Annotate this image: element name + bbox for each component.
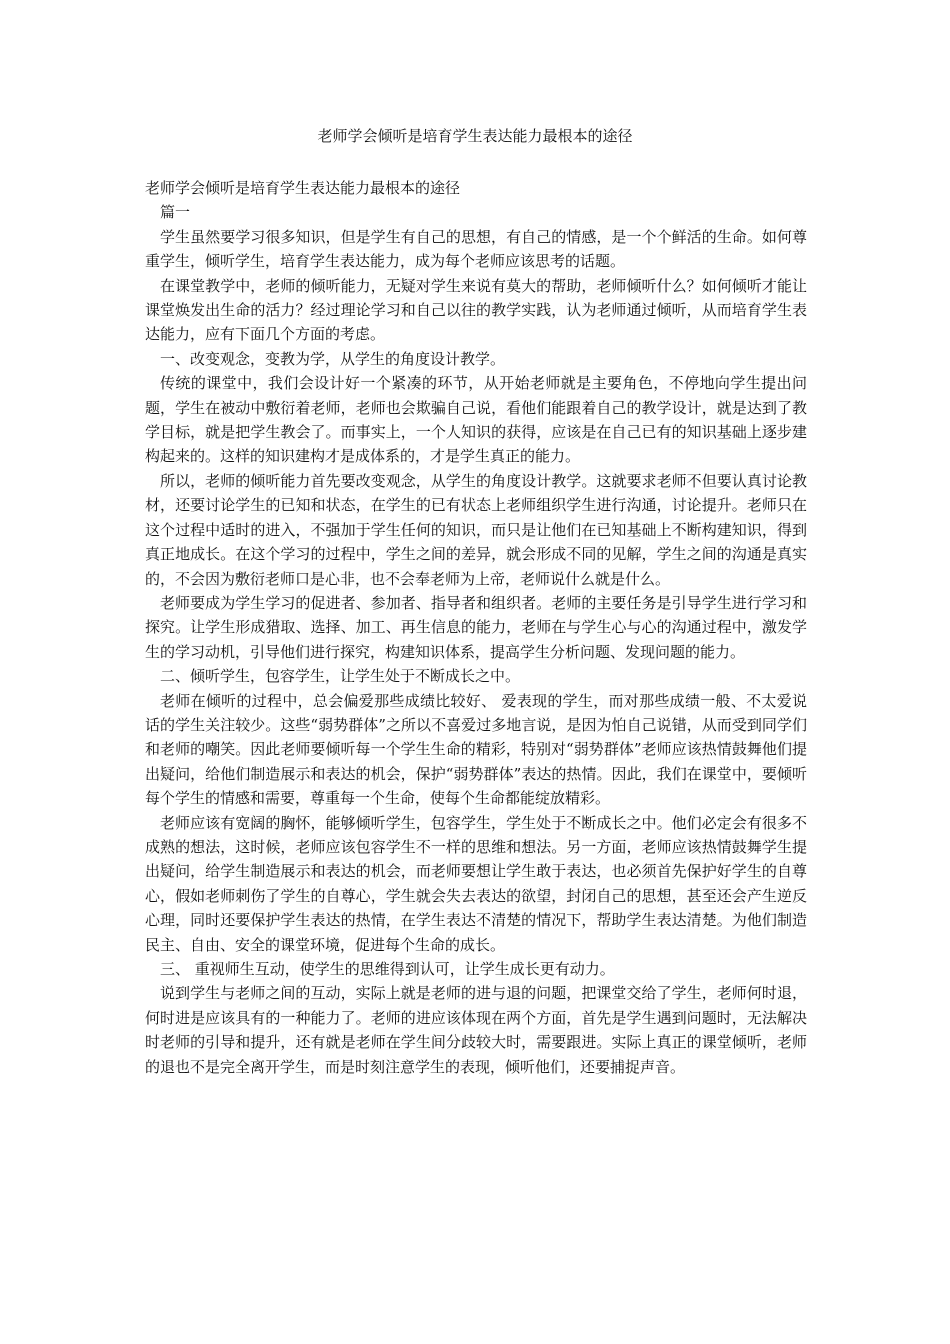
paragraph: 学生虽然要学习很多知识，但是学生有自己的思想，有自己的情感，是一个个鲜活的生命。如何尊重学生，倾听学生，培育学生表达能力，成为每个老师应该思考的话题。 (145, 227, 807, 271)
document-subtitle: 老师学会倾听是培育学生表达能力最根本的途径 (145, 179, 461, 197)
paragraph: 所以，老师的倾听能力首先要改变观念，从学生的角度设计教学。这就要求老师不但要认真讨论教材，还要讨论学生的已知和状态，在学生的已有状态上老师组织学生进行沟通，讨论提升。老师只在这个过程中适时的进入，不强加于学生任何的知识，而只是让他们在已知基础上不断构建知识，得到真正地成长。在这个学习的过程中，学生之间的差异，就会形成不同的见解，学生之间的沟通是真实的，不会因为敷衍老师口是心非，也不会奉老师为上帝，老师说什么就是什么。 (145, 471, 807, 588)
section-heading: 二、倾听学生，包容学生，让学生处于不断成长之中。 (160, 667, 521, 686)
paragraph: 老师应该有宽阔的胸怀，能够倾听学生，包容学生，学生处于不断成长之中。他们必定会有很多不成熟的想法，这时候，老师应该包容学生不一样的思维和想法。另一方面，老师应该热情鼓舞学生提出疑问，给学生制造展示和表达的机会，而老师要想让学生敢于表达，也必须首先保护好学生的自尊心，假如老师刺伤了学生的自尊心，学生就会失去表达的欲望，封闭自己的思想，甚至还会产生逆反心理，同时还要保护学生表达的热情，在学生表达不清楚的情况下，帮助学生表达清楚。为他们制造民主、自由、安全的课堂环境，促进每个生命的成长。 (145, 813, 807, 954)
paragraph: 传统的课堂中，我们会设计好一个紧凑的环节，从开始老师就是主要角色，不停地向学生提出问题，学生在被动中敷衍着老师，老师也会欺骗自己说，看他们能跟着自己的教学设计，就是达到了教学目标，就是把学生教会了。而事实上，一个人知识的获得，应该是在自己已有的知识基础上逐步建构起来的。这样的知识建构才是成体系的，才是学生真正的能力。 (145, 374, 807, 466)
document-body (145, 176, 807, 1079)
paragraph: 说到学生与老师之间的互动，实际上就是老师的进与退的问题，把课堂交给了学生，老师何时退，何时进是应该具有的一种能力了。老师的进应该体现在两个方面，首先是学生遇到问题时，无法解决时老师的引导和提升，还有就是老师在学生间分歧较大时，需要跟进。实际上真正的课堂倾听，老师的退也不是完全离开学生，而是时刻注意学生的表现，倾听他们，还要捕捉声音。 (145, 984, 807, 1076)
paragraph: 老师在倾听的过程中，总会偏爱那些成绩比较好、 爱表现的学生，而对那些成绩一般、不太爱说话的学生关注较少。这些“弱势群体”之所以不喜爱过多地言说，是因为怕自己说错，从而受到同学们和老师的嘲笑。因此老师要倾听每一个学生生命的精彩，特别对“弱势群体”老师应该热情鼓舞他们提出疑问，给他们制造展示和表达的机会，保护“弱势群体”表达的热情。因此，我们在课堂中，要倾听每个学生的情感和需要，尊重每一个生命，使每个生命都能绽放精彩。 (145, 691, 807, 808)
section-heading: 三、 重视师生互动，使学生的思维得到认可，让学生成长更有动力。 (160, 960, 615, 978)
section-heading: 一、改变观念，变教为学，从学生的角度设计教学。 (160, 349, 506, 368)
section-label: 篇一 (160, 203, 191, 222)
paragraph: 老师要成为学生学习的促进者、参加者、指导者和组织者。老师的主要任务是引导学生进行学习和探究。让学生形成猎取、选择、加工、再生信息的能力，老师在与学生心与心的沟通过程中，激发学生的学习动机，引导他们进行探究，构建知识体系，提高学生分析问题、发现问题的能力。 (145, 593, 807, 661)
paragraph: 在课堂教学中，老师的倾听能力，无疑对学生来说有莫大的帮助，老师倾听什么？如何倾听才能让课堂焕发出生命的活力？经过理论学习和自己以往的教学实践，认为老师通过倾听，从而培育学生表达能力，应有下面几个方面的考虑。 (145, 276, 807, 344)
document-title: 老师学会倾听是培育学生表达能力最根本的途径 (317, 127, 633, 145)
